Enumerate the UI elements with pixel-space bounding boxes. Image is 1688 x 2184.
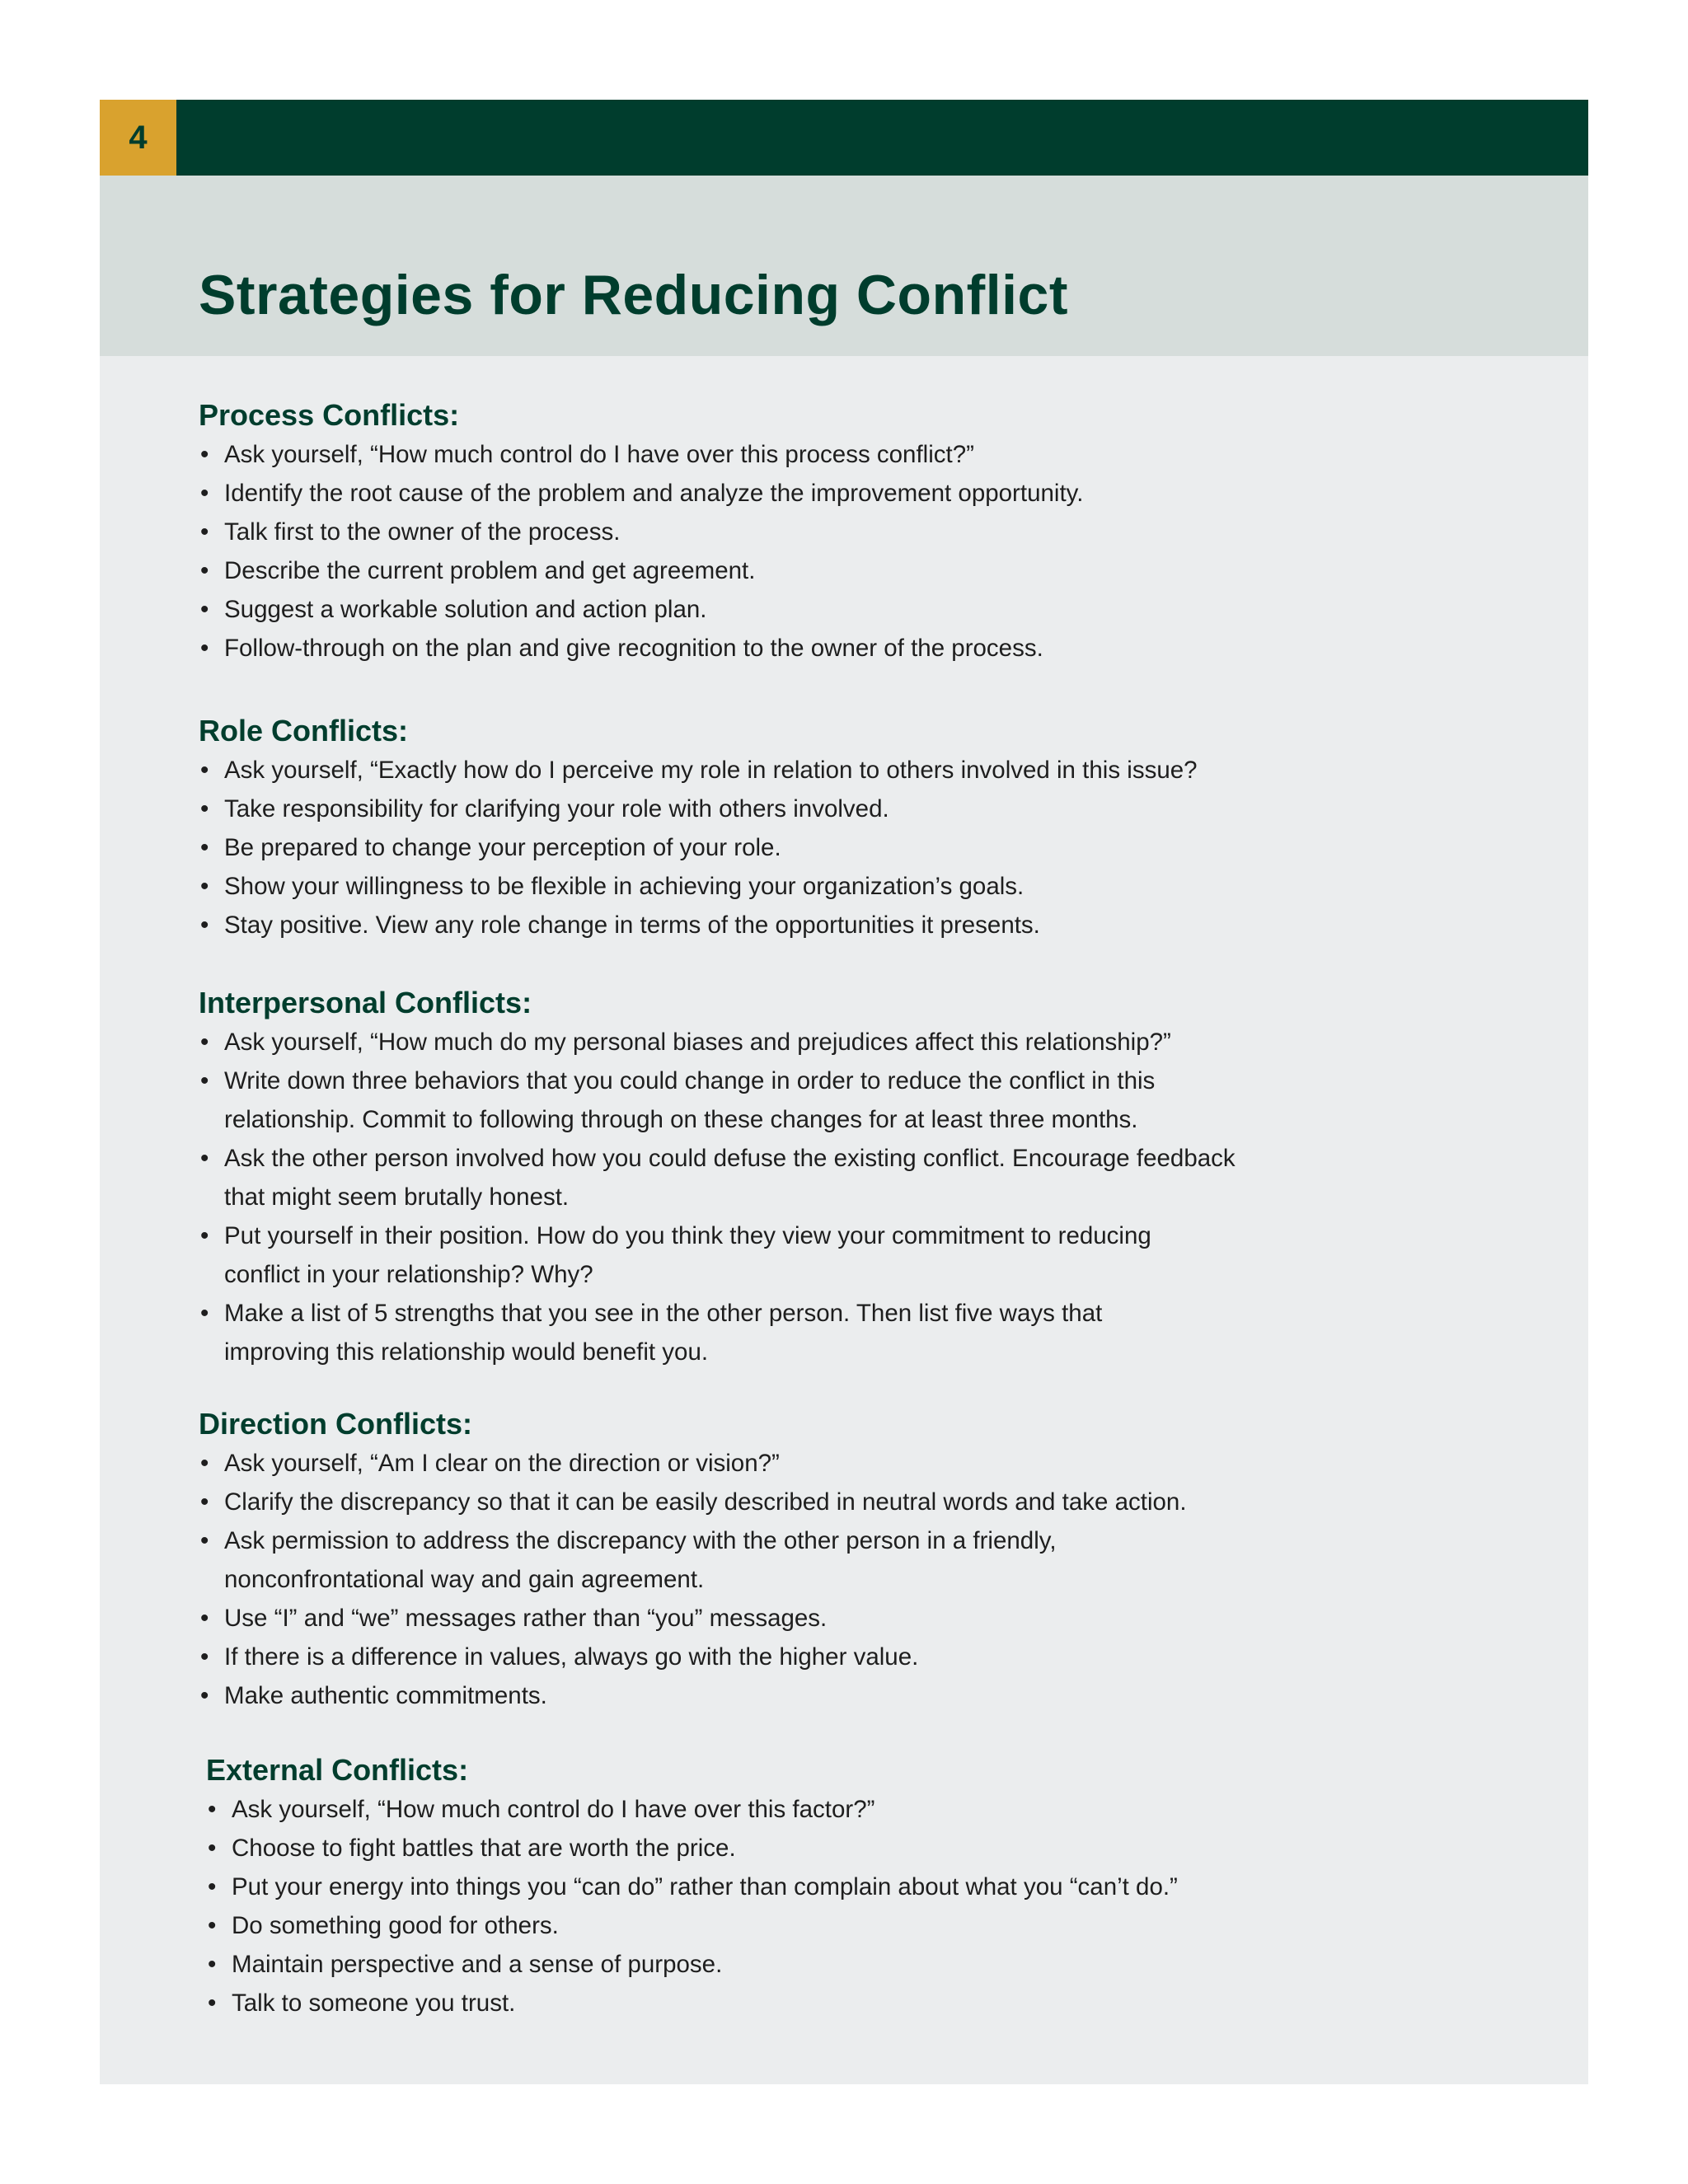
- top-bar: [100, 100, 1588, 176]
- list-item: [199, 1023, 1353, 1062]
- list-item-text: Do something good for others.: [232, 1912, 559, 1939]
- bullet-dot-icon: •: [208, 1835, 217, 1862]
- bullet-dot-icon: •: [200, 557, 209, 584]
- list-item: [199, 1444, 1353, 1483]
- bullet-dot-icon: •: [200, 1488, 209, 1516]
- bullet-dot-icon: •: [200, 635, 209, 662]
- bullet-list: [206, 1790, 1360, 2022]
- bullet-dot-icon: •: [200, 518, 209, 546]
- bullet-dot-icon: •: [200, 1222, 209, 1249]
- bullet-dot-icon: •: [200, 1067, 209, 1094]
- list-item: [199, 513, 1353, 551]
- list-item: [206, 1945, 1360, 1984]
- list-item-text: Talk first to the owner of the process.: [224, 518, 621, 546]
- bullet-dot-icon: •: [200, 480, 209, 507]
- list-item-text: Use “I” and “we” messages rather than “you” messages.: [224, 1605, 828, 1632]
- list-item-text: Put yourself in their position. How do you think they view your commitment to reducing: [224, 1222, 1151, 1249]
- bullet-dot-icon: •: [200, 1605, 209, 1632]
- list-item-text: Maintain perspective and a sense of purpose.: [232, 1951, 723, 1978]
- list-item-text: conflict in your relationship? Why?: [224, 1261, 593, 1288]
- bullet-dot-icon: •: [208, 1873, 217, 1900]
- list-item-text: that might seem brutally honest.: [224, 1183, 570, 1211]
- list-item: [199, 1294, 1353, 1371]
- list-item-text: Describe the current problem and get agreement.: [224, 557, 756, 584]
- list-item: [199, 629, 1353, 668]
- list-item-text: Stay positive. View any role change in terms of the opportunities it presents.: [224, 912, 1040, 939]
- list-item: [199, 828, 1353, 867]
- bullet-dot-icon: •: [200, 1145, 209, 1172]
- bullet-dot-icon: •: [200, 1682, 209, 1709]
- list-item-text: Show your willingness to be flexible in achieving your organization’s goals.: [224, 873, 1025, 900]
- list-item-text: If there is a difference in values, always go with the higher value.: [224, 1643, 919, 1671]
- section-heading: External Conflicts:: [206, 1753, 469, 1787]
- bullet-dot-icon: •: [200, 1527, 209, 1554]
- list-item: [199, 1062, 1353, 1139]
- list-item: [199, 867, 1353, 906]
- list-item: [199, 790, 1353, 828]
- page-number: 4: [129, 119, 148, 156]
- list-item-text: Suggest a workable solution and action plan.: [224, 596, 707, 623]
- list-item: [199, 1483, 1353, 1521]
- bullet-list: [199, 435, 1353, 668]
- list-item: [199, 906, 1353, 944]
- page-number-box: [100, 100, 176, 176]
- list-item: [199, 590, 1353, 629]
- list-item-text: Choose to fight battles that are worth the price.: [232, 1835, 736, 1862]
- list-item: [199, 435, 1353, 474]
- list-item: [199, 1521, 1353, 1599]
- list-item-text: Be prepared to change your perception of your role.: [224, 834, 781, 861]
- bullet-dot-icon: •: [200, 834, 209, 861]
- bullet-list: [199, 1023, 1353, 1371]
- list-item-text: Talk to someone you trust.: [232, 1990, 516, 2017]
- bullet-dot-icon: •: [200, 912, 209, 939]
- section-heading: Role Conflicts:: [199, 714, 409, 748]
- list-item-text: Ask yourself, “How much do my personal biases and prejudices affect this relationship?”: [224, 1029, 1171, 1056]
- list-item: [199, 1599, 1353, 1638]
- list-item: [199, 1676, 1353, 1715]
- list-item-text: Make authentic commitments.: [224, 1682, 547, 1709]
- list-item-text: nonconfrontational way and gain agreement.: [224, 1566, 705, 1593]
- list-item: [199, 1638, 1353, 1676]
- list-item: [199, 751, 1353, 790]
- list-item-text: Write down three behaviors that you could change in order to reduce the conflict in this: [224, 1067, 1156, 1094]
- list-item-text: Ask yourself, “Am I clear on the direction or vision?”: [224, 1450, 780, 1477]
- list-item-text: Make a list of 5 strengths that you see in the other person. Then list five ways that: [224, 1300, 1103, 1327]
- list-item-text: Ask yourself, “Exactly how do I perceive my role in relation to others involved in this issue?: [224, 757, 1198, 784]
- bullet-list: [199, 1444, 1353, 1715]
- section-heading: Process Conflicts:: [199, 398, 460, 432]
- section-interpersonal-conflicts: [199, 983, 1353, 1371]
- list-item: [206, 1984, 1360, 2022]
- list-item-text: Follow-through on the plan and give recognition to the owner of the process.: [224, 635, 1043, 662]
- bullet-dot-icon: •: [208, 1990, 217, 2017]
- bullet-dot-icon: •: [200, 757, 209, 784]
- list-item: [206, 1829, 1360, 1868]
- list-item: [199, 551, 1353, 590]
- list-item-text: Ask the other person involved how you could defuse the existing conflict. Encourage feedback: [224, 1145, 1236, 1172]
- bullet-list: [199, 751, 1353, 944]
- section-external-conflicts: [206, 1750, 1360, 2022]
- page-title: Strategies for Reducing Conflict: [199, 264, 1068, 326]
- section-role-conflicts: [199, 711, 1353, 944]
- list-item: [206, 1790, 1360, 1829]
- bullet-dot-icon: •: [200, 1029, 209, 1056]
- list-item: [199, 1139, 1353, 1216]
- bullet-dot-icon: •: [200, 1300, 209, 1327]
- list-item-text: Identify the root cause of the problem and analyze the improvement opportunity.: [224, 480, 1084, 507]
- list-item: [206, 1868, 1360, 1906]
- bullet-dot-icon: •: [200, 596, 209, 623]
- list-item-text: Clarify the discrepancy so that it can be easily described in neutral words and take action.: [224, 1488, 1187, 1516]
- list-item-text: Take responsibility for clarifying your role with others involved.: [224, 795, 889, 823]
- bullet-dot-icon: •: [200, 795, 209, 823]
- list-item: [206, 1906, 1360, 1945]
- list-item-text: Ask permission to address the discrepancy with the other person in a friendly,: [224, 1527, 1057, 1554]
- section-heading: Direction Conflicts:: [199, 1407, 473, 1441]
- bullet-dot-icon: •: [208, 1796, 217, 1823]
- list-item-text: improving this relationship would benefit you.: [224, 1338, 709, 1366]
- list-item-text: Put your energy into things you “can do” rather than complain about what you “can’t do.”: [232, 1873, 1178, 1900]
- list-item: [199, 474, 1353, 513]
- list-item-text: relationship. Commit to following through on these changes for at least three months.: [224, 1106, 1138, 1133]
- section-heading: Interpersonal Conflicts:: [199, 986, 532, 1019]
- bullet-dot-icon: •: [200, 441, 209, 468]
- section-process-conflicts: [199, 396, 1353, 668]
- bullet-dot-icon: •: [200, 873, 209, 900]
- bullet-dot-icon: •: [208, 1912, 217, 1939]
- bullet-dot-icon: •: [200, 1643, 209, 1671]
- bullet-dot-icon: •: [208, 1951, 217, 1978]
- list-item: [199, 1216, 1353, 1294]
- bullet-dot-icon: •: [200, 1450, 209, 1477]
- list-item-text: Ask yourself, “How much control do I have over this process conflict?”: [224, 441, 974, 468]
- section-direction-conflicts: [199, 1404, 1353, 1715]
- list-item-text: Ask yourself, “How much control do I have over this factor?”: [232, 1796, 875, 1823]
